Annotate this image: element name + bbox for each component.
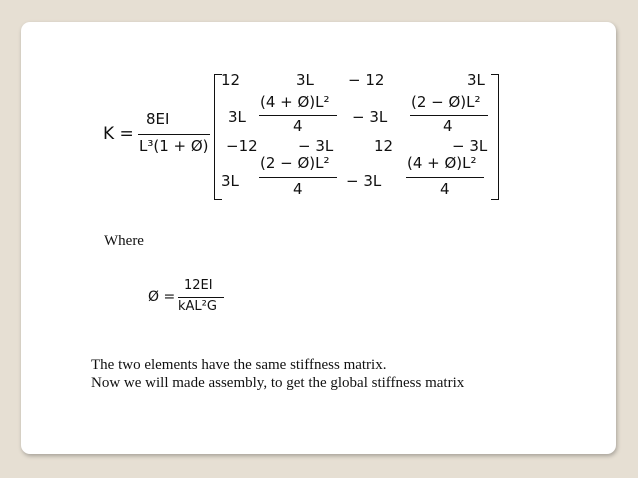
matrix-r4c3: − 3L: [346, 172, 382, 190]
matrix-r4c4-fraction-bar: [406, 177, 484, 178]
matrix-r2c4-denominator: 4: [443, 117, 453, 135]
matrix-r2c3: − 3L: [352, 108, 388, 126]
matrix-r1c4: 3L: [467, 71, 485, 89]
coefficient-denominator: L³(1 + Ø): [139, 137, 209, 155]
matrix-r2c1: 3L: [228, 108, 246, 126]
body-line-2: Now we will made assembly, to get the global stiffness matrix: [91, 375, 465, 391]
matrix-r2c4-numerator: (2 − Ø)L²: [411, 93, 481, 111]
matrix-r2c2-numerator: (4 + Ø)L²: [260, 93, 330, 111]
matrix-right-bracket: [491, 74, 499, 200]
coefficient-numerator: 8EI: [146, 110, 170, 128]
phi-equals: Ø =: [148, 289, 176, 305]
body-text: [91, 356, 464, 392]
matrix-r3c4: − 3L: [452, 137, 488, 155]
matrix-r3c1: −12: [226, 137, 258, 155]
matrix-r1c1: 12: [221, 71, 241, 89]
matrix-r4c4-denominator: 4: [440, 180, 450, 198]
matrix-r3c2: − 3L: [298, 137, 334, 155]
matrix-r3c3: 12: [374, 137, 394, 155]
coefficient-fraction-bar: [138, 134, 210, 135]
k-equals: K =: [103, 124, 134, 144]
phi-numerator: 12EI: [184, 278, 213, 293]
matrix-r4c4-numerator: (4 + Ø)L²: [407, 154, 477, 172]
matrix-r4c2-fraction-bar: [259, 177, 337, 178]
phi-denominator: kAL²G: [178, 299, 217, 314]
where-label: Where: [104, 233, 144, 249]
matrix-r1c3: − 12: [348, 71, 385, 89]
matrix-r2c2-denominator: 4: [293, 117, 303, 135]
matrix-r1c2: 3L: [296, 71, 314, 89]
body-line-1: The two elements have the same stiffness matrix.: [91, 357, 387, 373]
matrix-r4c2-denominator: 4: [293, 180, 303, 198]
matrix-r4c1: 3L: [221, 172, 239, 190]
matrix-r2c4-fraction-bar: [410, 115, 488, 116]
matrix-r4c2-numerator: (2 − Ø)L²: [260, 154, 330, 172]
matrix-r2c2-fraction-bar: [259, 115, 337, 116]
phi-fraction-bar: [178, 297, 224, 298]
